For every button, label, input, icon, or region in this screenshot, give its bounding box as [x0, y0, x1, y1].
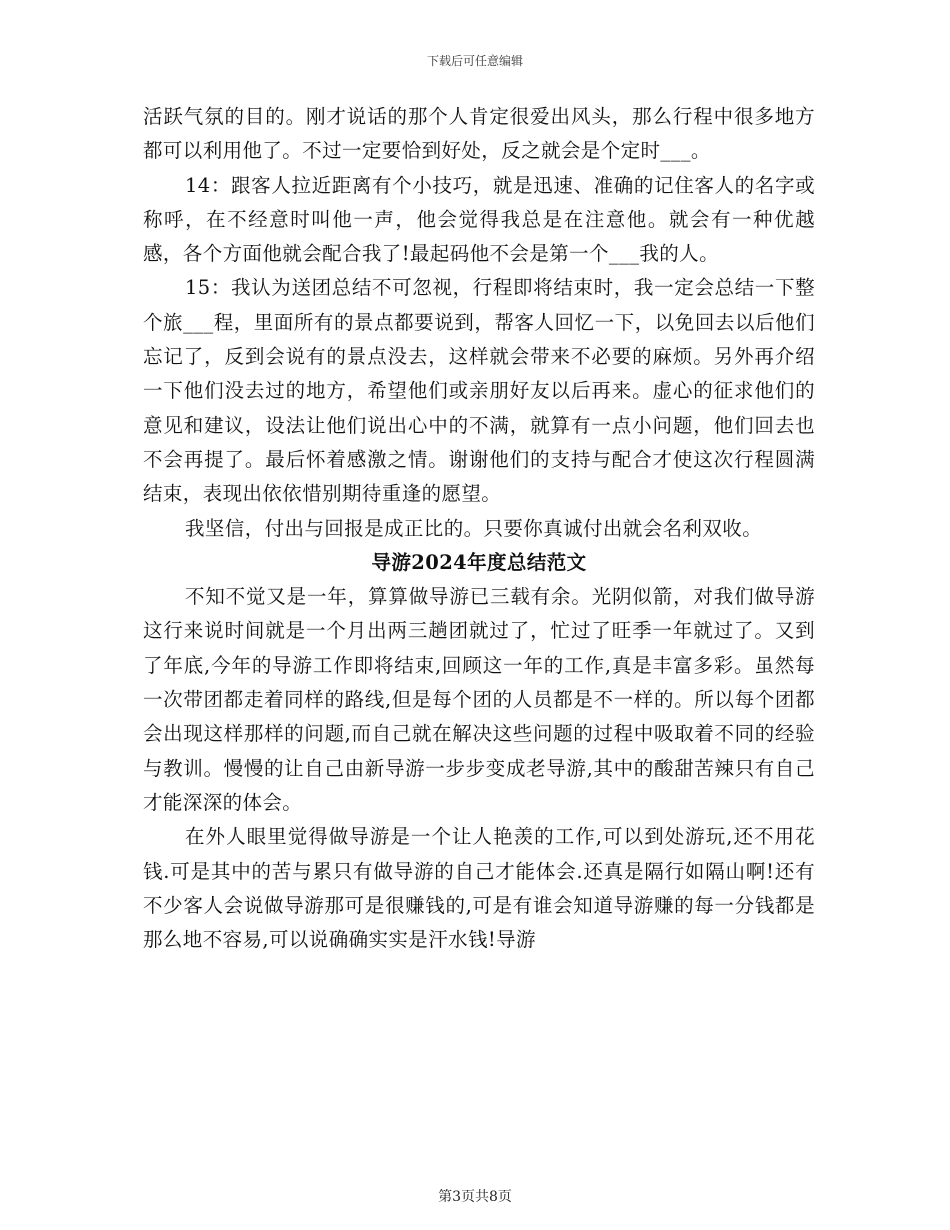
- section-title: 导游2024年度总结范文: [371, 550, 587, 574]
- page-number: 第3页共8页: [438, 1189, 512, 1205]
- paragraph-continuation: 活跃气氛的目的。刚才说话的那个人肯定很爱出风头，那么行程中很多地方都可以利用他了。不过一定要恰到好处，反之就会是个定时___。: [143, 105, 815, 163]
- paragraph-tip-15: 15：我认为送团总结不可忽视，行程即将结束时，我一定会总结一下整个旅___程，里面所有的景点都要说到，帮客人回忆一下，以免回去以后他们忘记了，反到会说有的景点没去，这样就会带来不必要的麻烦。另外再介绍一下他们没去过的地方，希望他们或亲朋好友以后再来。虚心的征求他们的意见和建议，设法让他们说出心中的不满，就算有一点小问题，他们回去也不会再提了。最后怀着感激之情。谢谢他们的支持与配合才使这次行程圆满结束，表现出依依惜别期待重逢的愿望。: [143, 276, 815, 506]
- page-header-note: 下载后可任意编辑: [426, 54, 523, 68]
- paragraph-conclusion: 我坚信，付出与回报是成正比的。只要你真诚付出就会名利双收。: [185, 516, 763, 540]
- paragraph-tip-14: 14：跟客人拉近距离有个小技巧，就是迅速、准确的记住客人的名字或称呼，在不经意时叫他一声，他会觉得我总是在注意他。就会有一种优越感，各个方面他就会配合我了!最起码他不会是第一个___我的人。: [143, 173, 815, 266]
- paragraph-outsider-view: 在外人眼里觉得做导游是一个让人艳羡的工作,可以到处游玩,还不用花钱.可是其中的苦与累只有做导游的自己才能体会.还真是隔行如隔山啊!还有不少客人会说做导游那可是很赚钱的,可是有谁会知道导游赚的每一分钱都是那么地不容易,可以说确确实实是汗水钱!导游: [143, 825, 815, 952]
- document-body: [143, 100, 815, 957]
- paragraph-intro: 不知不觉又是一年，算算做导游已三载有余。光阴似箭，对我们做导游这行来说时间就是一个月出两三趟团就过了，忙过了旺季一年就过了。又到了年底,今年的导游工作即将结束,回顾这一年的工作,真是丰富多彩。虽然每一次带团都走着同样的路线,但是每个团的人员都是不一样的。所以每个团都会出现这样那样的问题,而自己就在解决这些问题的过程中吸取着不同的经验与教训。慢慢的让自己由新导游一步步变成老导游,其中的酸甜苦辣只有自己才能深深的体会。: [143, 585, 815, 814]
